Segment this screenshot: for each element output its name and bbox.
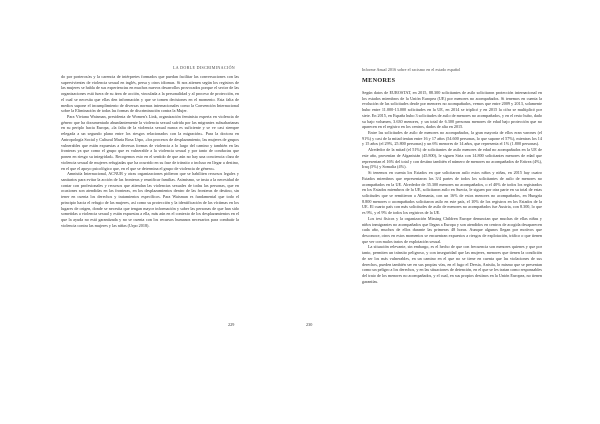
paragraph: Amnistía Internacional, ACNUR y otras organizaciones pidieron que se habiliten recursos legales y sanitarios para evitar la acción de las fronteras y reunificar familias. Asimismo, se insta a la necesidad de contar con profesionales y recursos que atiendan las violencias sexuales de todas las personas, que en ocasiones son atendidas en las fronteras, en los desplazamientos dentro de las fronteras de destino, sin tener en cuenta los derechos y tratamientos específicos. Para Waisman es fundamental que todo el principio hacia el refugio de las mujeres, así como su protección y la identificación de las víctimas en los lugares de origen, donde se necesita que tengan mayor información y saber las personas de que han sido sometidas a violencia sexual y están expuestas a ella, más aún en el contexto de los desplazamientos en el que la ayuda no está garantizada y no se cuenta con los recursos humanos necesarios para combatir la violencia contra las mujeres y las niñas (Urpo 2018). <box>61 171 239 228</box>
page-number: 229 <box>228 322 235 327</box>
paragraph: Entre las solicitudes de asilo de menores no acompañados, la gran mayoría de ellos eran varones (el 91%) y casi de la mitad tenían entre 16 y 17 años (54.600 personas, lo que supone el 57%), mientras los 14 y 15 años (el 29%, 25.800 personas) y un 6% menores de 14 años, que representa el 1% (1.800 personas). <box>362 130 542 147</box>
right-page <box>300 0 600 424</box>
paragraph: do por porteros/as y la carencia de intérpretes formados que puedan facilitar las conversaciones con las supervivientes de violencia sexual en inglés, persa y otros idiomas. Si nos atienen según los registros de las mujeres se habla de sus experiencias en muchos nuevos desarrollos provocados porque el sector de las organizaciones está fuera de su área de acción, vinculada a la personalidad y al proceso de protección, en el cual se necesita que ellas den información y que se tomen decisiones en el momento. Esta falta de medios supone el incumplimiento de diversas normas internacionales como la Convención Internacional sobre la Eliminación de todas las formas de discriminación contra la Mujer. <box>61 74 239 114</box>
paragraph: Los test físicos y la organización Missing Children Europe denuncian que muchas de ellas niñas y niños inmigrantes no acompañados que llegan a Europa y son atendidos en centros de acogida desaparecen cada año, muchos de ellos durante las primeras 48 horas. Aunque algunos llegan por motivos que desconoce, otros en estos momentos se encuentran expuestos a riesgos de explotación, tráfico o que tienen que ver con malos tratos de explotación sexual. <box>362 215 542 244</box>
section-title: MENORES <box>362 77 396 84</box>
running-head: Informe Anual 2016 sobre el racismo en el estado español <box>362 67 461 72</box>
page-number: 230 <box>306 322 313 327</box>
paragraph: Según datos de EUROSTAT, en 2015, 88.300 solicitantes de asilo solicitaron protección internacional en los estados miembros de la Unión Europea (UE) por menores no acompañados. Si tenemos en cuenta la evolución de las solicitudes desde por menores no acompañados, vemos que entre 2009 y 2013, solamente hubo entre 11.000-13.000 solicitudes en la UE, en 2014 se triplicó y en 2015 la cifra se multiplicó por siete. En 2015, en España hubo 3 solicitudes de asilo de menores no acompañados, y en el resto hubo, dado su bajo volumen, 3.630 menores, y un total de 6.300 personas menores de edad bajo protección que no aparecen en el registro en los centros, dados de alta en 2015. <box>362 90 542 130</box>
body-text-column <box>362 90 542 284</box>
paragraph: Para Viviana Waisman, presidenta de Women's Link, organización feminista experta en violencia de género que ha documentado abundantemente la violencia sexual sufrida por las migrantes subsaharianas en su periplo hacia Europa, «la falta de la violencia sexual nunca es suficiente y se ve casi siempre relegada a un segundo plano entre los riesgos relacionados con la migración». Para la doctora en Antropología Social y Cultural María Rosa Urpo, «los procesos de desplazamiento, las mujeres de grupos vulnerables que están expuestas a diversas formas de violencia a lo largo del camino y también en las fronteras ya que como el grupo que es vulnerable a la violencia sexual y por tanto de conductas que ponen en riesgo su integridad». Recogemos esto en el sentido de que aún no hay una conciencia clara de violencia sexual de mujeres refugiadas que ha ocurrido en su fase de tránsito o incluso en llegar a destino, en el que el apoyo psicológico que, en el que se determina el grupo de violencia de género». <box>61 114 239 171</box>
running-head: LA DOBLE DISCRIMINACIÓN <box>173 65 236 70</box>
paragraph: Si tenemos en cuenta los Estados en que solicitaron asilo estos niños y niñas, en 2015 hay cuatro Estados miembros que representaron los 3/4 partes de todos los solicitantes de asilo de menores no acompañados en la UE. Alrededor de 35.300 menores no acompañados, o el 40% de todos los registrados en los Estados miembros de la UE, solicitaron asilo en Suecia, le siguen por otra parte en su total de estas solicitudes que se remitieron a Alemania, con un 16% de estos menores no acompañados, en Hungría 8.800 menores o acompañados solicitaron asilo en este país, el 10% de los registros en los Estados de la UE. El cuarto país con más solicitudes de asilo de menores no acompañados fue Austria, con 8.300, lo que es 9%, y el 9% de todos los registros de la UE. <box>362 170 542 216</box>
body-text-column <box>61 74 239 228</box>
paragraph: Alrededor de la mitad (el 51%) de solicitantes de asilo menores de edad no acompañados en la UE de este año, provenían de Afganistán (45.800), le siguen Siria con 14.800 solicitantes menores de edad que representan el 16% del total y con destino también el número de menores no acompañados de Eritrea (4%), Iraq (5%) y Somalia (4%). <box>362 147 542 170</box>
paragraph: La situación relevante, sin embargo, es el hecho de que con frecuencia son menores quienes y que por tanto, permiten un tránsito peligroso, y con inseguridad que las mujeres, menores que tienen la condición de ser los más vulnerables, en un camino en el que no se tiene en cuenta que las violaciones de sus derechos, pueden también ser en sus propias vías, en el fugo el Dersia, Anistía, lo mismo que se presentan como un peligro a los derechos, y en las situaciones de detención, en el que se les tratan como responsables del trato de los menores no acompañados, y el cual, en sus propios destinos en la Unión Europea, no tienen garantías. <box>362 244 542 284</box>
